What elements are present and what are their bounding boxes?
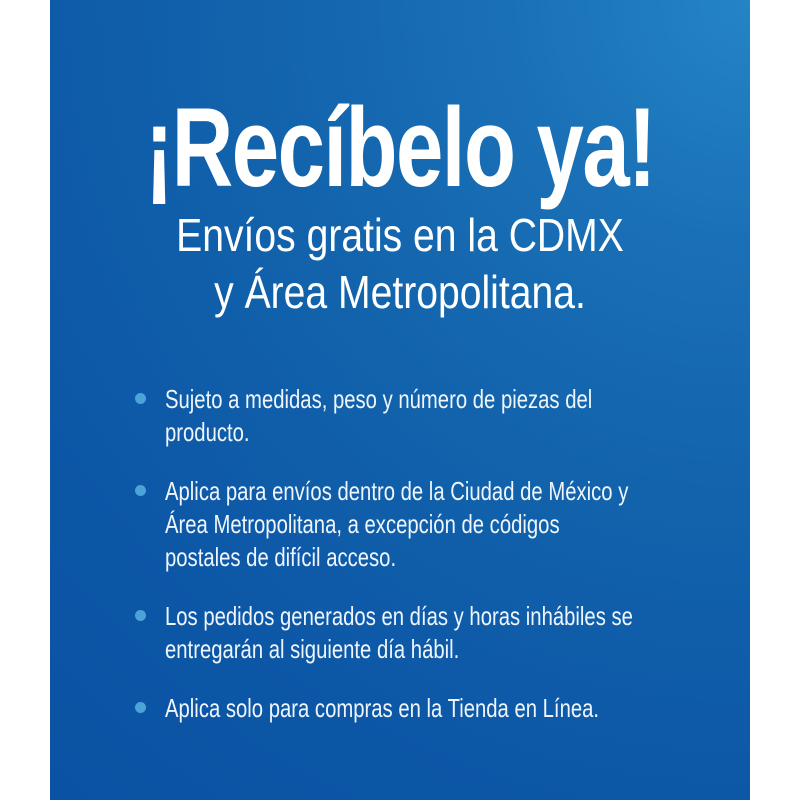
term-text bbox=[165, 692, 599, 725]
term-item-3 bbox=[135, 600, 750, 666]
term-4-line-1: Aplica solo para compras en la Tienda en Línea. bbox=[165, 693, 600, 723]
term-1-line-2: producto. bbox=[165, 417, 250, 447]
term-item-2 bbox=[135, 475, 750, 574]
term-3-line-1: Los pedidos generados en días y horas inhábiles se bbox=[165, 601, 633, 631]
term-item-4 bbox=[135, 692, 750, 725]
promo-banner bbox=[50, 0, 750, 800]
bullet-dot-icon bbox=[135, 702, 146, 713]
subtitle bbox=[103, 207, 698, 321]
bullet-dot-icon bbox=[135, 610, 146, 621]
headline: ¡Recíbelo ya! bbox=[144, 85, 656, 210]
term-2-line-1: Aplica para envíos dentro de la Ciudad de México y bbox=[165, 476, 629, 506]
subtitle-line-2: y Área Metropolitana. bbox=[214, 266, 586, 318]
term-item-1 bbox=[135, 383, 750, 449]
term-2-line-2: Área Metropolitana, a excepción de códigos bbox=[165, 509, 560, 539]
terms-list bbox=[135, 383, 750, 751]
term-3-line-2: entregarán al siguiente día hábil. bbox=[165, 634, 460, 664]
term-text bbox=[165, 383, 592, 449]
bullet-dot-icon bbox=[135, 393, 146, 404]
term-2-line-3: postales de difícil acceso. bbox=[165, 542, 397, 572]
term-text bbox=[165, 600, 633, 666]
term-text bbox=[165, 475, 628, 574]
subtitle-line-1: Envíos gratis en la CDMX bbox=[176, 209, 624, 261]
bullet-dot-icon bbox=[135, 485, 146, 496]
term-1-line-1: Sujeto a medidas, peso y número de piezas del bbox=[165, 384, 593, 414]
